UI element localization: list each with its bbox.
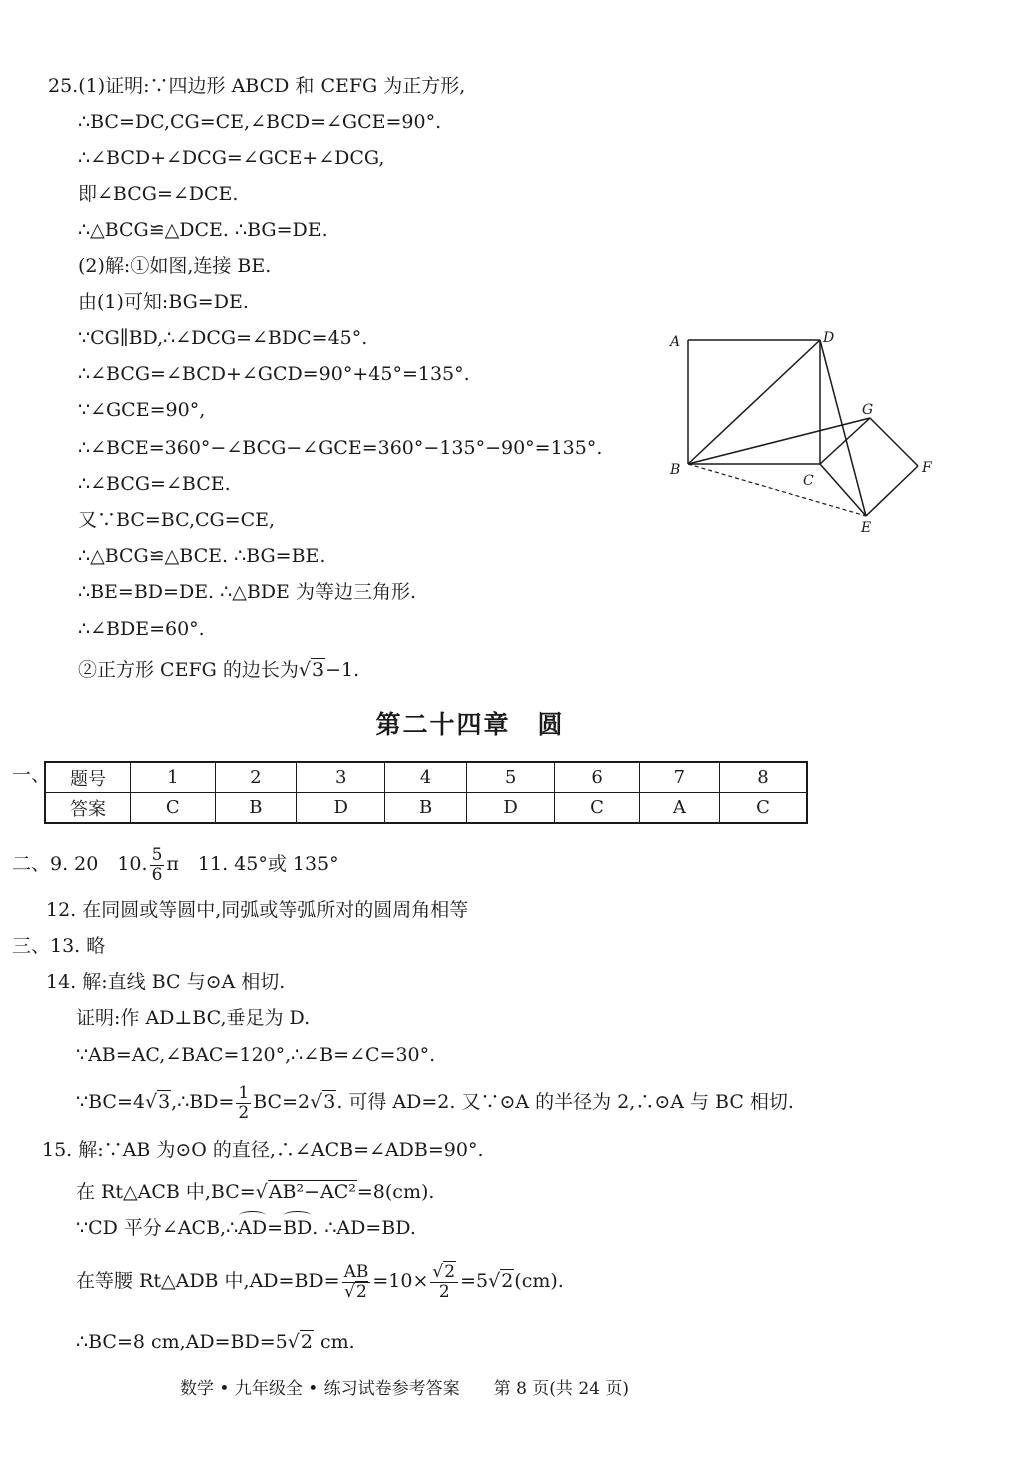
label-B: B bbox=[670, 462, 681, 478]
q25-line-10: ∵∠GCE=90°, bbox=[78, 399, 206, 421]
sqrt-sign: √ bbox=[488, 1270, 501, 1292]
table-cell: 4 bbox=[385, 762, 466, 793]
table-cell: 6 bbox=[555, 762, 640, 793]
table-cell: C bbox=[131, 793, 216, 824]
fraction-denominator: √2 bbox=[344, 1281, 367, 1302]
fraction-5-6 bbox=[150, 846, 165, 885]
q25-line-1 bbox=[48, 74, 465, 98]
sqrt-sign: √ bbox=[310, 1091, 323, 1113]
arc-BD: BD bbox=[283, 1217, 313, 1239]
table-cell: D bbox=[297, 793, 385, 824]
table-cell: 7 bbox=[639, 762, 719, 793]
q15-l4-a: 在等腰 Rt△ADB 中,AD=BD= bbox=[76, 1270, 340, 1292]
table-cell: A bbox=[639, 793, 719, 824]
q15-l3-a: ∵CD 平分∠ACB,∴ bbox=[76, 1217, 239, 1239]
q15-l2-a: 在 Rt△ACB 中,BC= bbox=[76, 1181, 256, 1203]
fraction-denominator: 2 bbox=[438, 1281, 450, 1302]
section2-line bbox=[12, 844, 339, 885]
q25-l17-post: −1. bbox=[325, 659, 360, 681]
q25-line-4: 即∠BCG=∠DCE. bbox=[78, 183, 239, 205]
q25-line-12: ∴∠BCG=∠BCE. bbox=[78, 473, 231, 495]
section1-marker: 一、 bbox=[12, 764, 51, 786]
table-cell: B bbox=[215, 793, 296, 824]
sqrt-radicand: 2 bbox=[355, 1281, 367, 1302]
q25-line-8: ∵CG∥BD,∴∠DCG=∠BDC=45°. bbox=[78, 327, 368, 349]
fraction-1-2 bbox=[236, 1084, 251, 1123]
q25-line-2: ∴BC=DC,CG=CE,∠BCD=∠GCE=90°. bbox=[78, 111, 442, 133]
sqrt-radicand: 3 bbox=[323, 1091, 336, 1113]
q25-line-7: 由(1)可知:BG=DE. bbox=[78, 291, 249, 313]
q13-line: 三、13. 略 bbox=[12, 935, 106, 957]
q15-l4-b: =10× bbox=[372, 1270, 429, 1292]
table-cell: 题号 bbox=[45, 762, 131, 793]
geometry-figure bbox=[660, 322, 940, 542]
label-F: F bbox=[922, 460, 932, 476]
chapter-title: 第二十四章 圆 bbox=[375, 710, 565, 739]
fraction-numerator: AB bbox=[343, 1261, 369, 1282]
q25-line-16: ∴∠BDE=60°. bbox=[78, 618, 205, 640]
q25-line-13: 又∵BC=BC,CG=CE, bbox=[78, 509, 276, 531]
sqrt-radicand: 2 bbox=[501, 1270, 514, 1292]
fraction-numerator: 1 bbox=[238, 1082, 250, 1103]
fraction-numerator: √2 bbox=[430, 1263, 458, 1283]
q15-line-4 bbox=[76, 1256, 564, 1306]
sqrt-radicand: 3 bbox=[311, 659, 325, 681]
q15-line-2 bbox=[76, 1180, 434, 1204]
section2-post: 11. 45°或 135° bbox=[178, 853, 339, 875]
fraction-denominator: 2 bbox=[238, 1102, 250, 1123]
q15-line-3 bbox=[76, 1216, 416, 1240]
segment-BE-dashed bbox=[688, 464, 866, 516]
q15-l2-b: =8(cm). bbox=[356, 1181, 435, 1203]
fraction-denominator: 6 bbox=[151, 864, 163, 885]
q25-line-5: ∴△BCG≌△DCE. ∴BG=DE. bbox=[78, 219, 328, 241]
table-row-answers bbox=[45, 793, 807, 824]
q25-line-14: ∴△BCG≌△BCE. ∴BG=BE. bbox=[78, 545, 326, 567]
table-cell: 1 bbox=[131, 762, 216, 793]
table-cell: C bbox=[555, 793, 640, 824]
fraction-sqrt2-2 bbox=[430, 1263, 458, 1302]
label-A: A bbox=[670, 334, 681, 350]
table-cell: 5 bbox=[466, 762, 554, 793]
section2-pre: 二、9. 20 10. bbox=[12, 853, 148, 875]
label-G: G bbox=[862, 402, 874, 418]
fraction-numerator: 5 bbox=[151, 844, 163, 865]
sqrt-radicand: 2 bbox=[300, 1331, 313, 1353]
q14-line-3: ∵AB=AC,∠BAC=120°,∴∠B=∠C=30°. bbox=[76, 1044, 436, 1066]
segment-GF bbox=[870, 418, 918, 466]
q25-text: (1)证明:∵四边形 ABCD 和 CEFG 为正方形, bbox=[78, 75, 466, 97]
sqrt-radicand: AB²−AC² bbox=[268, 1181, 356, 1203]
q15-l5-a: ∴BC=8 cm,AD=BD=5 bbox=[76, 1331, 288, 1353]
table-row-header bbox=[45, 762, 807, 793]
answer-table bbox=[44, 761, 808, 824]
q14-line-2: 证明:作 AD⊥BC,垂足为 D. bbox=[76, 1007, 311, 1029]
table-cell: D bbox=[466, 793, 554, 824]
arc-AD: AD bbox=[238, 1217, 268, 1239]
q14-l4-b: ,∴BD= bbox=[171, 1091, 235, 1113]
segment-BD bbox=[688, 340, 820, 464]
table-cell: 3 bbox=[297, 762, 385, 793]
label-C: C bbox=[803, 473, 814, 489]
q25-line-3: ∴∠BCD+∠DCG=∠GCE+∠DCG, bbox=[78, 147, 385, 169]
sqrt-sign: √ bbox=[287, 1331, 300, 1353]
sqrt-radicand: 3 bbox=[158, 1091, 171, 1113]
q25-number: 25. bbox=[48, 75, 79, 97]
q25-line-9: ∴∠BCG=∠BCD+∠GCD=90°+45°=135°. bbox=[78, 363, 470, 385]
q15-l4-c: =5 bbox=[460, 1270, 489, 1292]
q14-l4-d: . 可得 AD=2. 又∵⊙A 的半径为 2,∴⊙A 与 BC 相切. bbox=[336, 1091, 794, 1113]
sqrt-sign: √ bbox=[255, 1181, 268, 1203]
label-D: D bbox=[823, 330, 835, 346]
q25-l17-pre: ②正方形 CEFG 的边长为 bbox=[78, 659, 299, 681]
q25-line-11: ∴∠BCE=360°−∠BCG−∠GCE=360°−135°−90°=135°. bbox=[78, 437, 603, 459]
segment-FE bbox=[866, 466, 918, 516]
table-cell: 2 bbox=[215, 762, 296, 793]
q25-line-6: (2)解:①如图,连接 BE. bbox=[78, 255, 272, 277]
q15-line-1: 15. 解:∵AB 为⊙O 的直径,∴∠ACB=∠ADB=90°. bbox=[42, 1139, 484, 1161]
label-E: E bbox=[861, 520, 872, 536]
fraction-AB-sqrt2 bbox=[342, 1263, 371, 1302]
table-cell: 8 bbox=[719, 762, 807, 793]
pi-symbol: π bbox=[166, 853, 179, 875]
sqrt-sign: √ bbox=[144, 1091, 158, 1113]
equals-sign: = bbox=[267, 1217, 284, 1239]
table-cell: C bbox=[719, 793, 807, 824]
q14-line-1: 14. 解:直线 BC 与⊙A 相切. bbox=[46, 971, 286, 993]
q14-l4-c: BC=2 bbox=[253, 1091, 311, 1113]
table-cell: B bbox=[385, 793, 466, 824]
q25-line-17 bbox=[78, 658, 359, 682]
q15-l4-d: (cm). bbox=[514, 1270, 564, 1292]
q14-line-4 bbox=[76, 1082, 794, 1123]
q12-line: 12. 在同圆或等圆中,同弧或等弧所对的圆周角相等 bbox=[46, 899, 469, 921]
q25-line-15: ∴BE=BD=DE. ∴△BDE 为等边三角形. bbox=[78, 581, 416, 603]
sqrt-radicand: 2 bbox=[444, 1261, 456, 1282]
q14-l4-a: ∵BC=4 bbox=[76, 1091, 145, 1113]
table-cell: 答案 bbox=[45, 793, 131, 824]
q15-l3-b: . ∴AD=BD. bbox=[312, 1217, 416, 1239]
sqrt-sign: √ bbox=[298, 659, 311, 681]
q15-l5-b: cm. bbox=[313, 1331, 355, 1353]
page-footer: 数学 • 九年级全 • 练习试卷参考答案 第 8 页(共 24 页) bbox=[180, 1379, 629, 1399]
q15-line-5 bbox=[76, 1330, 355, 1354]
